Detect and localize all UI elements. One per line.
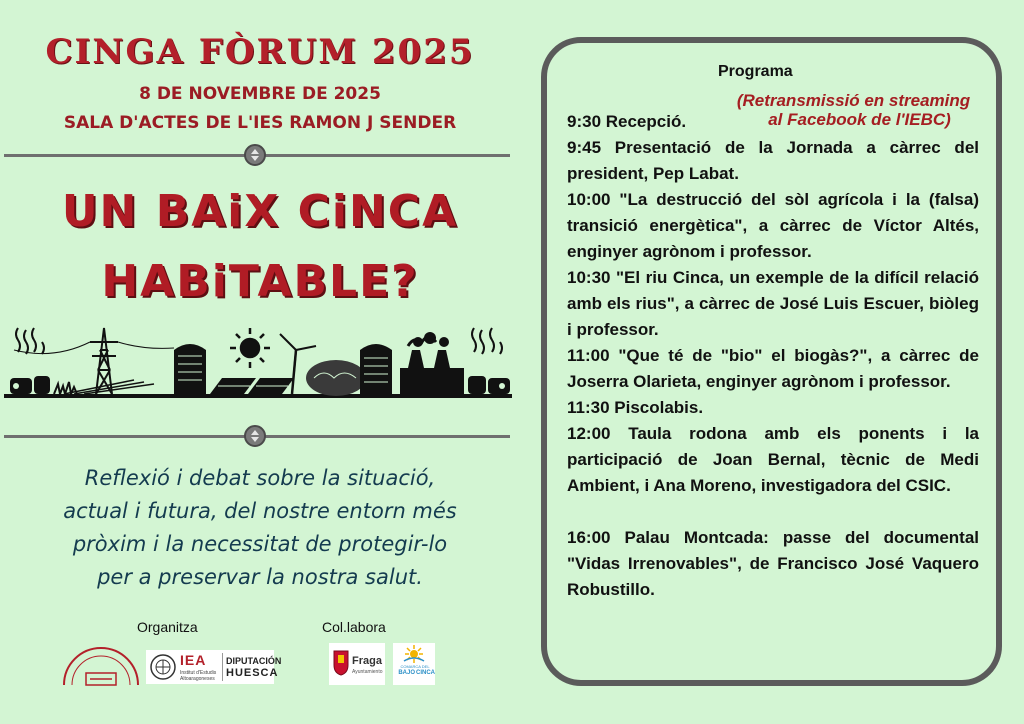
headline-line-2: HABiTABLE? (101, 256, 419, 307)
program-item: 11:00 "Que té de "bio" el biogàs?", a càrrec de Joserra Olarieta, enginyer agrònom i professor. (567, 346, 979, 391)
program-list (567, 109, 979, 603)
iea-subtext: Institut d'Estudis Altoaragoneses (180, 670, 217, 682)
colabora-label: Col.labora (322, 619, 386, 635)
tagline-line: pròxim i la necessitat de protegir-lo (72, 532, 448, 556)
comarca-text-1: COMARCA DEL (400, 664, 430, 669)
tagline (40, 462, 480, 594)
comarca-text-3: CINCA (416, 670, 435, 676)
factory-icon (400, 332, 464, 394)
barrel-fire-icon (10, 328, 50, 394)
divider-knob-icon-2 (244, 425, 266, 447)
fraga-subtext: Ayuntamiento (352, 669, 383, 675)
iea-seal-icon (149, 653, 177, 681)
comarca-logo (393, 643, 435, 685)
program-title: Programa (718, 63, 793, 80)
fraga-shield-icon (332, 647, 350, 677)
comarca-text-2: BAJO (398, 670, 415, 676)
bush-icon (306, 360, 366, 396)
tagline-line: per a preservar la nostra salut. (97, 565, 423, 589)
program-item: 9:30 Recepció. (567, 112, 687, 131)
tagline-line: actual i futura, del nostre entorn més (63, 499, 457, 523)
iea-text: IEA (180, 652, 207, 668)
comarca-sun-icon (402, 645, 426, 663)
iebc-logo-icon (60, 645, 142, 687)
program-item-afternoon: 16:00 Palau Montcada: passe del documental "Vidas Irrenovables", de Francisco José Vaquero Robustillo. (567, 528, 979, 599)
silo-icon (174, 344, 206, 394)
iea-diputacion-logo (146, 650, 282, 684)
landscape-illustration (4, 320, 512, 412)
tagline-line: Reflexió i debat sobre la situació, (84, 466, 436, 490)
program-item: 11:30 Piscolabis. (567, 398, 704, 417)
program-item: 12:00 Taula rodona amb els ponents i la participació de Joan Bernal, tècnic de Medi Ambient, i Ana Moreno, investigadora del CSIC. (567, 424, 979, 495)
program-item: 10:30 "El riu Cinca, un exemple de la difícil relació amb els rius", a càrrec de José Luis Escuer, biòleg i professor. (567, 268, 979, 339)
event-venue: SALA D'ACTES DE L'IES RAMON J SENDER (63, 113, 457, 133)
streaming-line: al Facebook de l'IEBC) (768, 110, 951, 129)
event-title: CINGA FÒRUM 2025 (45, 32, 475, 72)
program-item: 9:45 Presentació de la Jornada a càrrec del president, Pep Labat. (567, 138, 979, 183)
solar-panel-icon (210, 378, 294, 394)
fraga-text: Fraga (352, 655, 382, 667)
diputacion-text: DIPUTACIÓN (226, 656, 282, 666)
barrel-fire-icon-2 (468, 328, 510, 394)
huesca-text: HUESCA (226, 667, 279, 679)
streaming-line: (Retransmissió en streaming (736, 91, 971, 110)
headline-line-1: UN BAiX CiNCA (61, 186, 459, 237)
silo-icon-2 (360, 344, 392, 394)
program-spacer (567, 499, 979, 525)
divider-knob-icon (244, 144, 266, 166)
sun-icon (230, 328, 270, 368)
event-date: 8 DE NOVEMBRE DE 2025 (139, 84, 381, 104)
logo-separator (222, 653, 223, 681)
program-item: 10:00 "La destrucció del sòl agrícola i la (falsa) transició energètica", a càrrec de Víctor Altés, enginyer agrònom i professor. (567, 190, 979, 261)
fraga-logo (329, 643, 385, 685)
organiza-label: Organitza (137, 619, 198, 635)
